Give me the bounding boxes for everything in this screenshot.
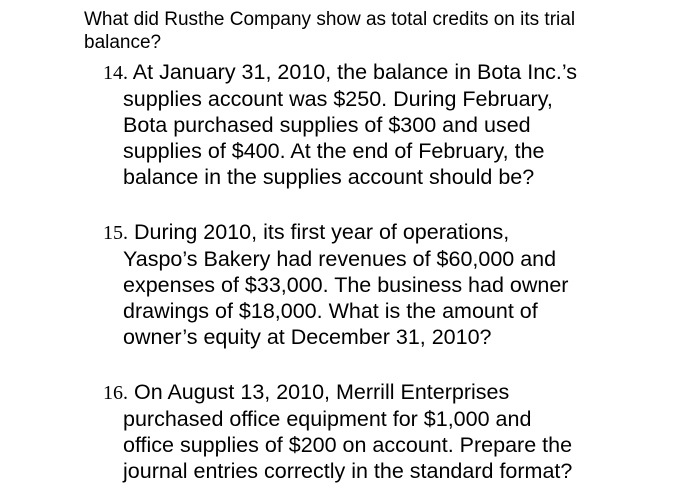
question-14 [103,59,693,190]
question-line: office supplies of $200 on account. Prepare the [123,433,573,457]
intro-line: balance? [84,32,162,53]
question-line: During 2010, its first year of operations, [133,220,510,244]
question-line: journal entries correctly in the standard format? [123,459,573,483]
question-line: balance in the supplies account should be? [123,165,535,189]
question-line: owner’s equity at December 31, 2010? [123,325,492,349]
intro-line: What did Rusthe Company show as total credits on its trial [84,9,576,30]
question-line: purchased office equipment for $1,000 and [123,407,532,431]
question-line: supplies of $400. At the end of February, the [123,139,545,163]
question-15 [103,219,693,350]
question-line: At January 31, 2010, the balance in Bota Inc.’s [132,60,578,84]
intro-question [84,8,684,54]
question-number: 14. [103,62,128,84]
question-line: drawings of $18,000. What is the amount of [123,299,538,323]
question-line: Yaspo’s Bakery had revenues of $60,000 and [123,247,557,271]
question-line: supplies account was $250. During February, [123,87,553,111]
question-16 [103,379,693,484]
question-number: 15. [103,222,128,244]
question-number: 16. [103,382,128,404]
question-line: expenses of $33,000. The business had owner [123,273,569,297]
question-line: Bota purchased supplies of $300 and used [123,113,531,137]
question-line: On August 13, 2010, Merrill Enterprises [133,380,510,404]
